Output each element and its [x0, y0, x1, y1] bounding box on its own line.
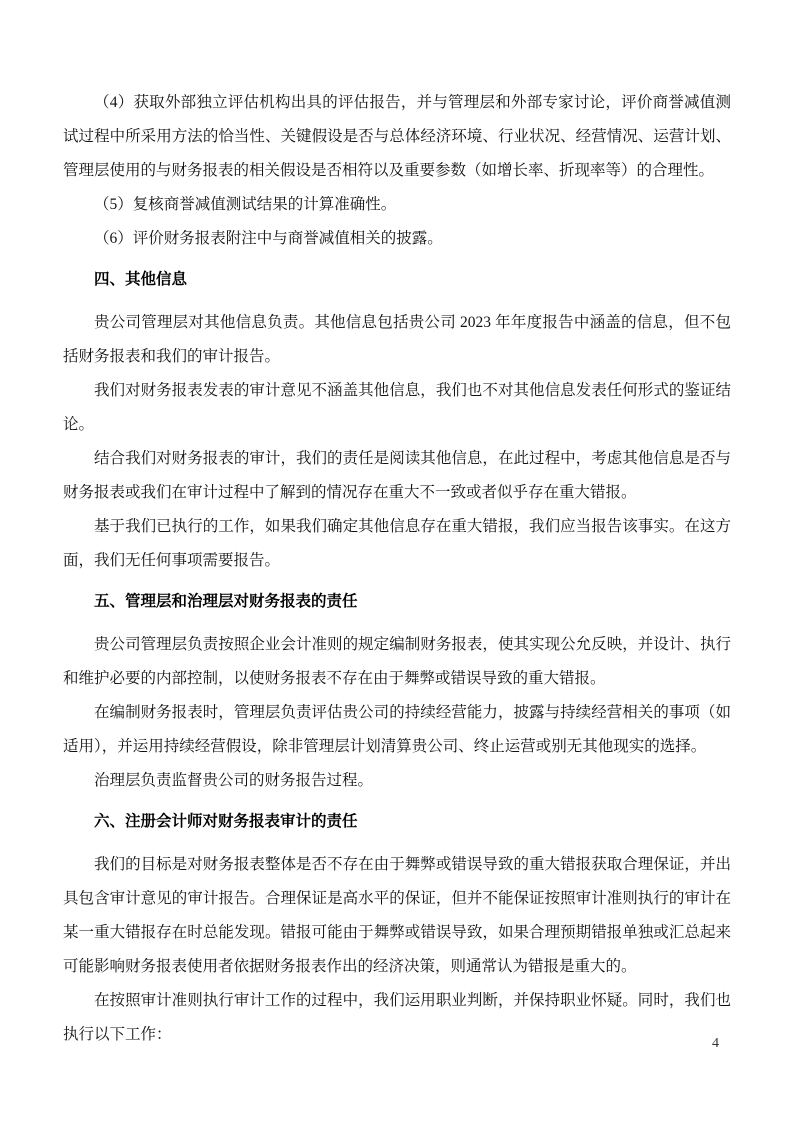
paragraph-opinion-scope: 我们对财务报表发表的审计意见不涵盖其他信息，我们也不对其他信息发表任何形式的鉴证结论。 — [63, 382, 731, 433]
paragraph-read-other-info: 结合我们对财务报表的审计，我们的责任是阅读其他信息，在此过程中，考虑其他信息是否与财务报表或我们在审计过程中了解到的情况存在重大不一致或者似乎存在重大错报。 — [63, 450, 731, 501]
paragraph-management-prepare-statements: 贵公司管理层负责按照企业会计准则的规定编制财务报表，使其实现公允反映，并设计、执行和维护必要的内部控制，以使财务报表不存在由于舞弊或错误导致的重大错报。 — [63, 636, 731, 687]
document-body — [63, 86, 731, 1052]
paragraph-item-5-recalculation: （5）复核商誉减值测试结果的计算准确性。 — [94, 196, 397, 213]
paragraph-report-misstatement: 基于我们已执行的工作，如果我们确定其他信息存在重大错报，我们应当报告该事实。在这方面，我们无任何事项需要报告。 — [63, 518, 731, 569]
paragraph-item-4-goodwill-assessment: （4）获取外部独立评估机构出具的评估报告，并与管理层和外部专家讨论，评价商誉减值测试过程中所采用方法的恰当性、关键假设是否与总体经济环境、行业状况、经营情况、运营计划、管理层使用的与财务报表的相关假设是否相符以及重要参数（如增长率、折现率等）的合理性。 — [63, 94, 731, 179]
paragraph-item-6-disclosure: （6）评价财务报表附注中与商誉减值相关的披露。 — [94, 230, 443, 247]
heading-other-information: 四、其他信息 — [94, 271, 188, 288]
paragraph-governance-oversight: 治理层负责监督贵公司的财务报告过程。 — [94, 772, 374, 789]
paragraph-going-concern: 在编制财务报表时，管理层负责评估贵公司的持续经营能力，披露与持续经营相关的事项（如适用），并运用持续经营假设，除非管理层计划清算贵公司、终止运营或别无其他现实的选择。 — [63, 704, 731, 755]
heading-management-governance-responsibility: 五、管理层和治理层对财务报表的责任 — [94, 593, 358, 610]
heading-auditor-responsibility: 六、注册会计师对财务报表审计的责任 — [94, 813, 358, 830]
page-number: 4 — [712, 1036, 719, 1051]
paragraph-professional-judgment: 在按照审计准则执行审计工作的过程中，我们运用职业判断，并保持职业怀疑。同时，我们也执行以下工作： — [63, 992, 731, 1043]
paragraph-other-info-responsibility: 贵公司管理层对其他信息负责。其他信息包括贵公司 2023 年年度报告中涵盖的信息，但不包括财务报表和我们的审计报告。 — [63, 314, 731, 365]
paragraph-audit-objective: 我们的目标是对财务报表整体是否不存在由于舞弊或错误导致的重大错报获取合理保证，并出具包含审计意见的审计报告。合理保证是高水平的保证，但并不能保证按照审计准则执行的审计在某一重大错报存在时总能发现。错报可能由于舞弊或错误导致，如果合理预期错报单独或汇总起来可能影响财务报表使用者依据财务报表作出的经济决策，则通常认为错报是重大的。 — [63, 856, 731, 975]
